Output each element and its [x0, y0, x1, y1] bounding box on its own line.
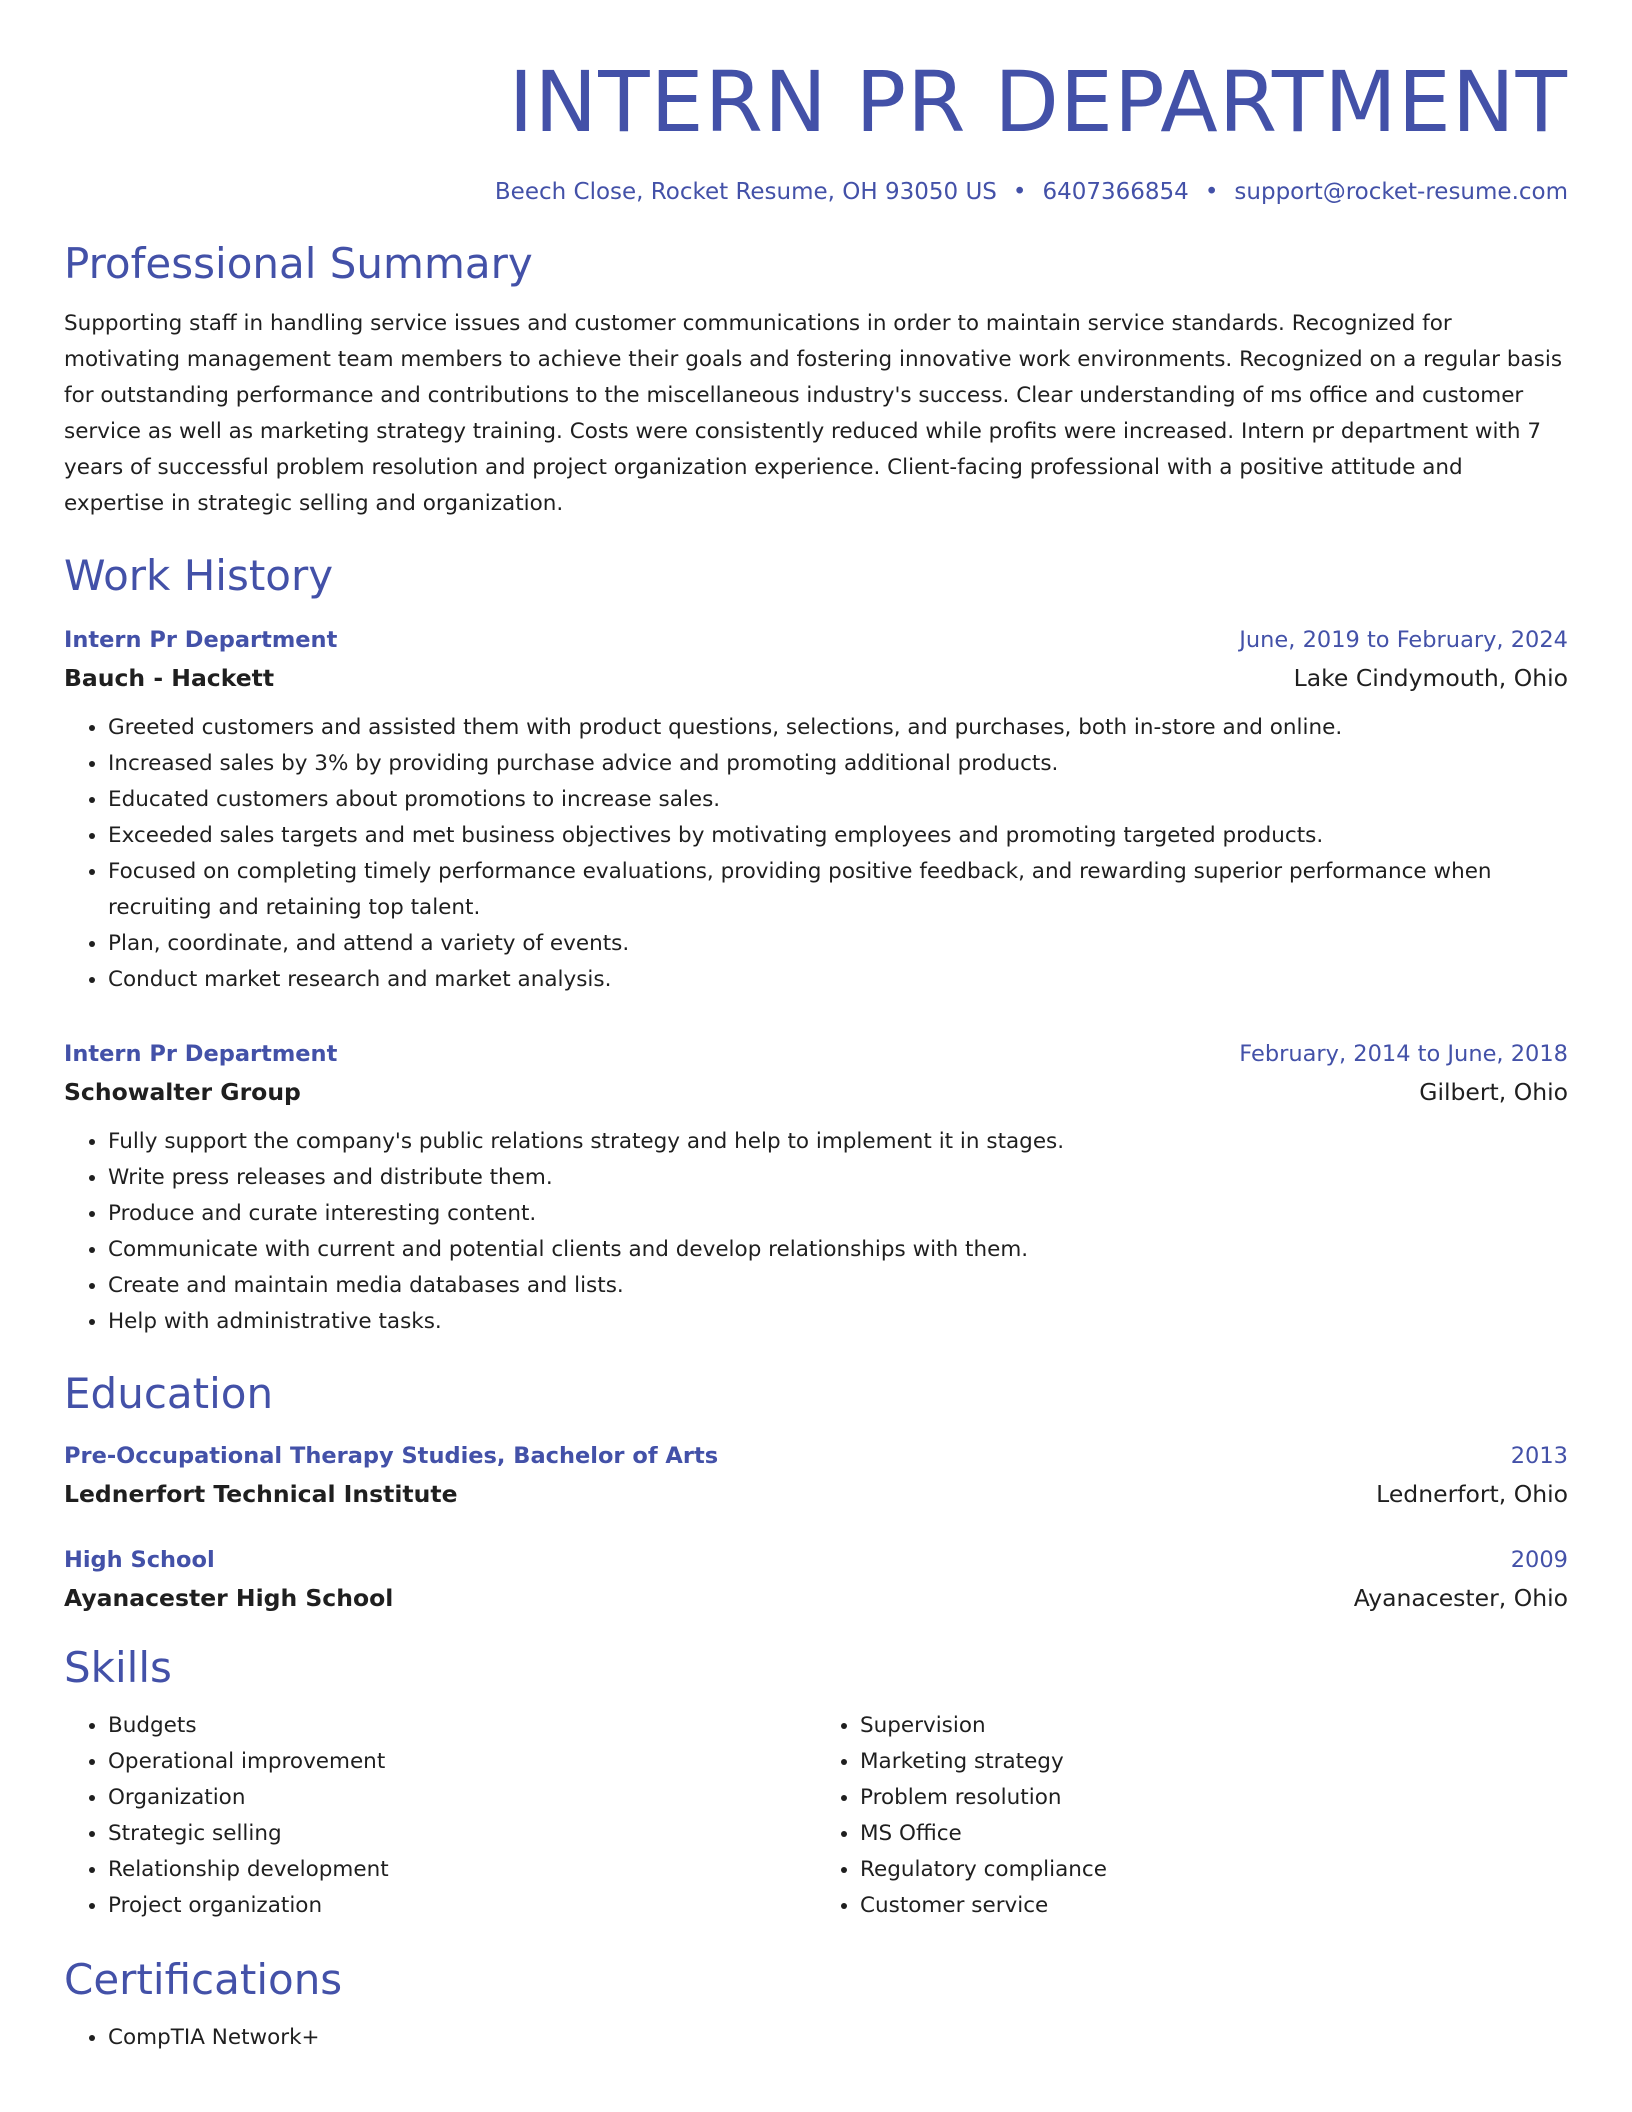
skills-right-column	[816, 1708, 1568, 1924]
skills-grid	[64, 1708, 1568, 1924]
job-bullets	[64, 1124, 1568, 1340]
summary-heading: Professional Summary	[64, 239, 533, 288]
job-company: Bauch - Hackett	[64, 664, 275, 692]
list-item: • Communicate with current and potential clients and develop relationships with them.	[108, 1232, 1568, 1268]
list-item: • Fully support the company's public relations strategy and help to implement it in stages.	[108, 1124, 1568, 1160]
skill-item: • Supervision	[860, 1708, 1568, 1744]
education-entry	[64, 1440, 1568, 1512]
list-item: • Increased sales by 3% by providing purchase advice and promoting additional products.	[108, 746, 1568, 782]
skill-item: • Marketing strategy	[860, 1744, 1568, 1780]
candidate-name: INTERN PR DEPARTMENT	[508, 53, 1568, 151]
skill-item: • Regulatory compliance	[860, 1852, 1568, 1888]
skill-item: • Project organization	[108, 1888, 816, 1924]
skill-item: • Relationship development	[108, 1852, 816, 1888]
job-company: Schowalter Group	[64, 1078, 301, 1106]
skill-item: • Operational improvement	[108, 1744, 816, 1780]
edu-year: 2013	[1510, 1443, 1568, 1469]
list-item: • Help with administrative tasks.	[108, 1304, 1568, 1340]
summary-text: Supporting staff in handling service issues and customer communications in order to maintain service standards. Recognized for motivating management team members to achieve their goals and fostering innovative work environments. Recognized on a regular basis for outstanding performance and contributions to the miscellaneous industry's success. Clear understanding of ms office and customer service as well as marketing strategy training. Costs were consistently reduced while profits were increased. Intern pr department with 7 years of successful problem resolution and project organization experience. Client-facing professional with a positive attitude and expertise in strategic selling and organization.	[64, 311, 1563, 516]
skill-item: • Organization	[108, 1780, 816, 1816]
list-item: • Exceeded sales targets and met business objectives by motivating employees and promoting targeted products.	[108, 818, 1568, 854]
resume-header	[64, 0, 1568, 208]
job-location: Gilbert, Ohio	[1419, 1078, 1568, 1106]
skill-item: • Budgets	[108, 1708, 816, 1744]
edu-degree: Pre-Occupational Therapy Studies, Bachelor of Arts	[64, 1443, 719, 1469]
list-item: • Produce and curate interesting content.	[108, 1196, 1568, 1232]
certifications-heading: Certifications	[64, 1955, 343, 2004]
edu-school: Ayanacester High School	[64, 1584, 394, 1612]
job-entry	[64, 1038, 1568, 1340]
contact-address: Beech Close, Rocket Resume, OH 93050 US	[494, 179, 997, 205]
skill-item: • MS Office	[860, 1816, 1568, 1852]
edu-school: Lednerfort Technical Institute	[64, 1480, 458, 1508]
certification-item: • CompTIA Network+	[108, 2020, 1568, 2056]
job-dates: February, 2014 to June, 2018	[1239, 1041, 1568, 1067]
work-history-heading: Work History	[64, 551, 334, 600]
list-item: • Write press releases and distribute them.	[108, 1160, 1568, 1196]
contact-line	[64, 176, 1568, 208]
job-bullets	[64, 710, 1568, 998]
job-role: Intern Pr Department	[64, 1041, 338, 1067]
skills-left-column	[64, 1708, 816, 1924]
contact-separator: •	[1204, 179, 1219, 205]
certifications-list	[64, 2020, 1568, 2056]
edu-degree: High School	[64, 1547, 215, 1573]
job-role: Intern Pr Department	[64, 627, 338, 653]
skill-item: • Problem resolution	[860, 1780, 1568, 1816]
contact-phone: 6407366854	[1042, 179, 1189, 205]
list-item: • Conduct market research and market analysis.	[108, 962, 1568, 998]
edu-location: Ayanacester, Ohio	[1353, 1584, 1568, 1612]
job-location: Lake Cindymouth, Ohio	[1293, 664, 1568, 692]
list-item: • Create and maintain media databases and lists.	[108, 1268, 1568, 1304]
list-item: • Educated customers about promotions to increase sales.	[108, 782, 1568, 818]
education-heading: Education	[64, 1369, 274, 1418]
contact-separator: •	[1012, 179, 1027, 205]
education-entry	[64, 1544, 1568, 1616]
edu-year: 2009	[1510, 1547, 1568, 1573]
list-item: • Plan, coordinate, and attend a variety of events.	[108, 926, 1568, 962]
edu-location: Lednerfort, Ohio	[1376, 1480, 1568, 1508]
skills-heading: Skills	[64, 1643, 172, 1692]
contact-email: support@rocket-resume.com	[1234, 179, 1568, 205]
job-entry	[64, 624, 1568, 998]
job-dates: June, 2019 to February, 2024	[1239, 627, 1568, 653]
skill-item: • Customer service	[860, 1888, 1568, 1924]
skill-item: • Strategic selling	[108, 1816, 816, 1852]
list-item: • Focused on completing timely performance evaluations, providing positive feedback, and rewarding superior performance when recruiting and retaining top talent.	[108, 854, 1568, 926]
list-item: • Greeted customers and assisted them with product questions, selections, and purchases, both in-store and online.	[108, 710, 1568, 746]
